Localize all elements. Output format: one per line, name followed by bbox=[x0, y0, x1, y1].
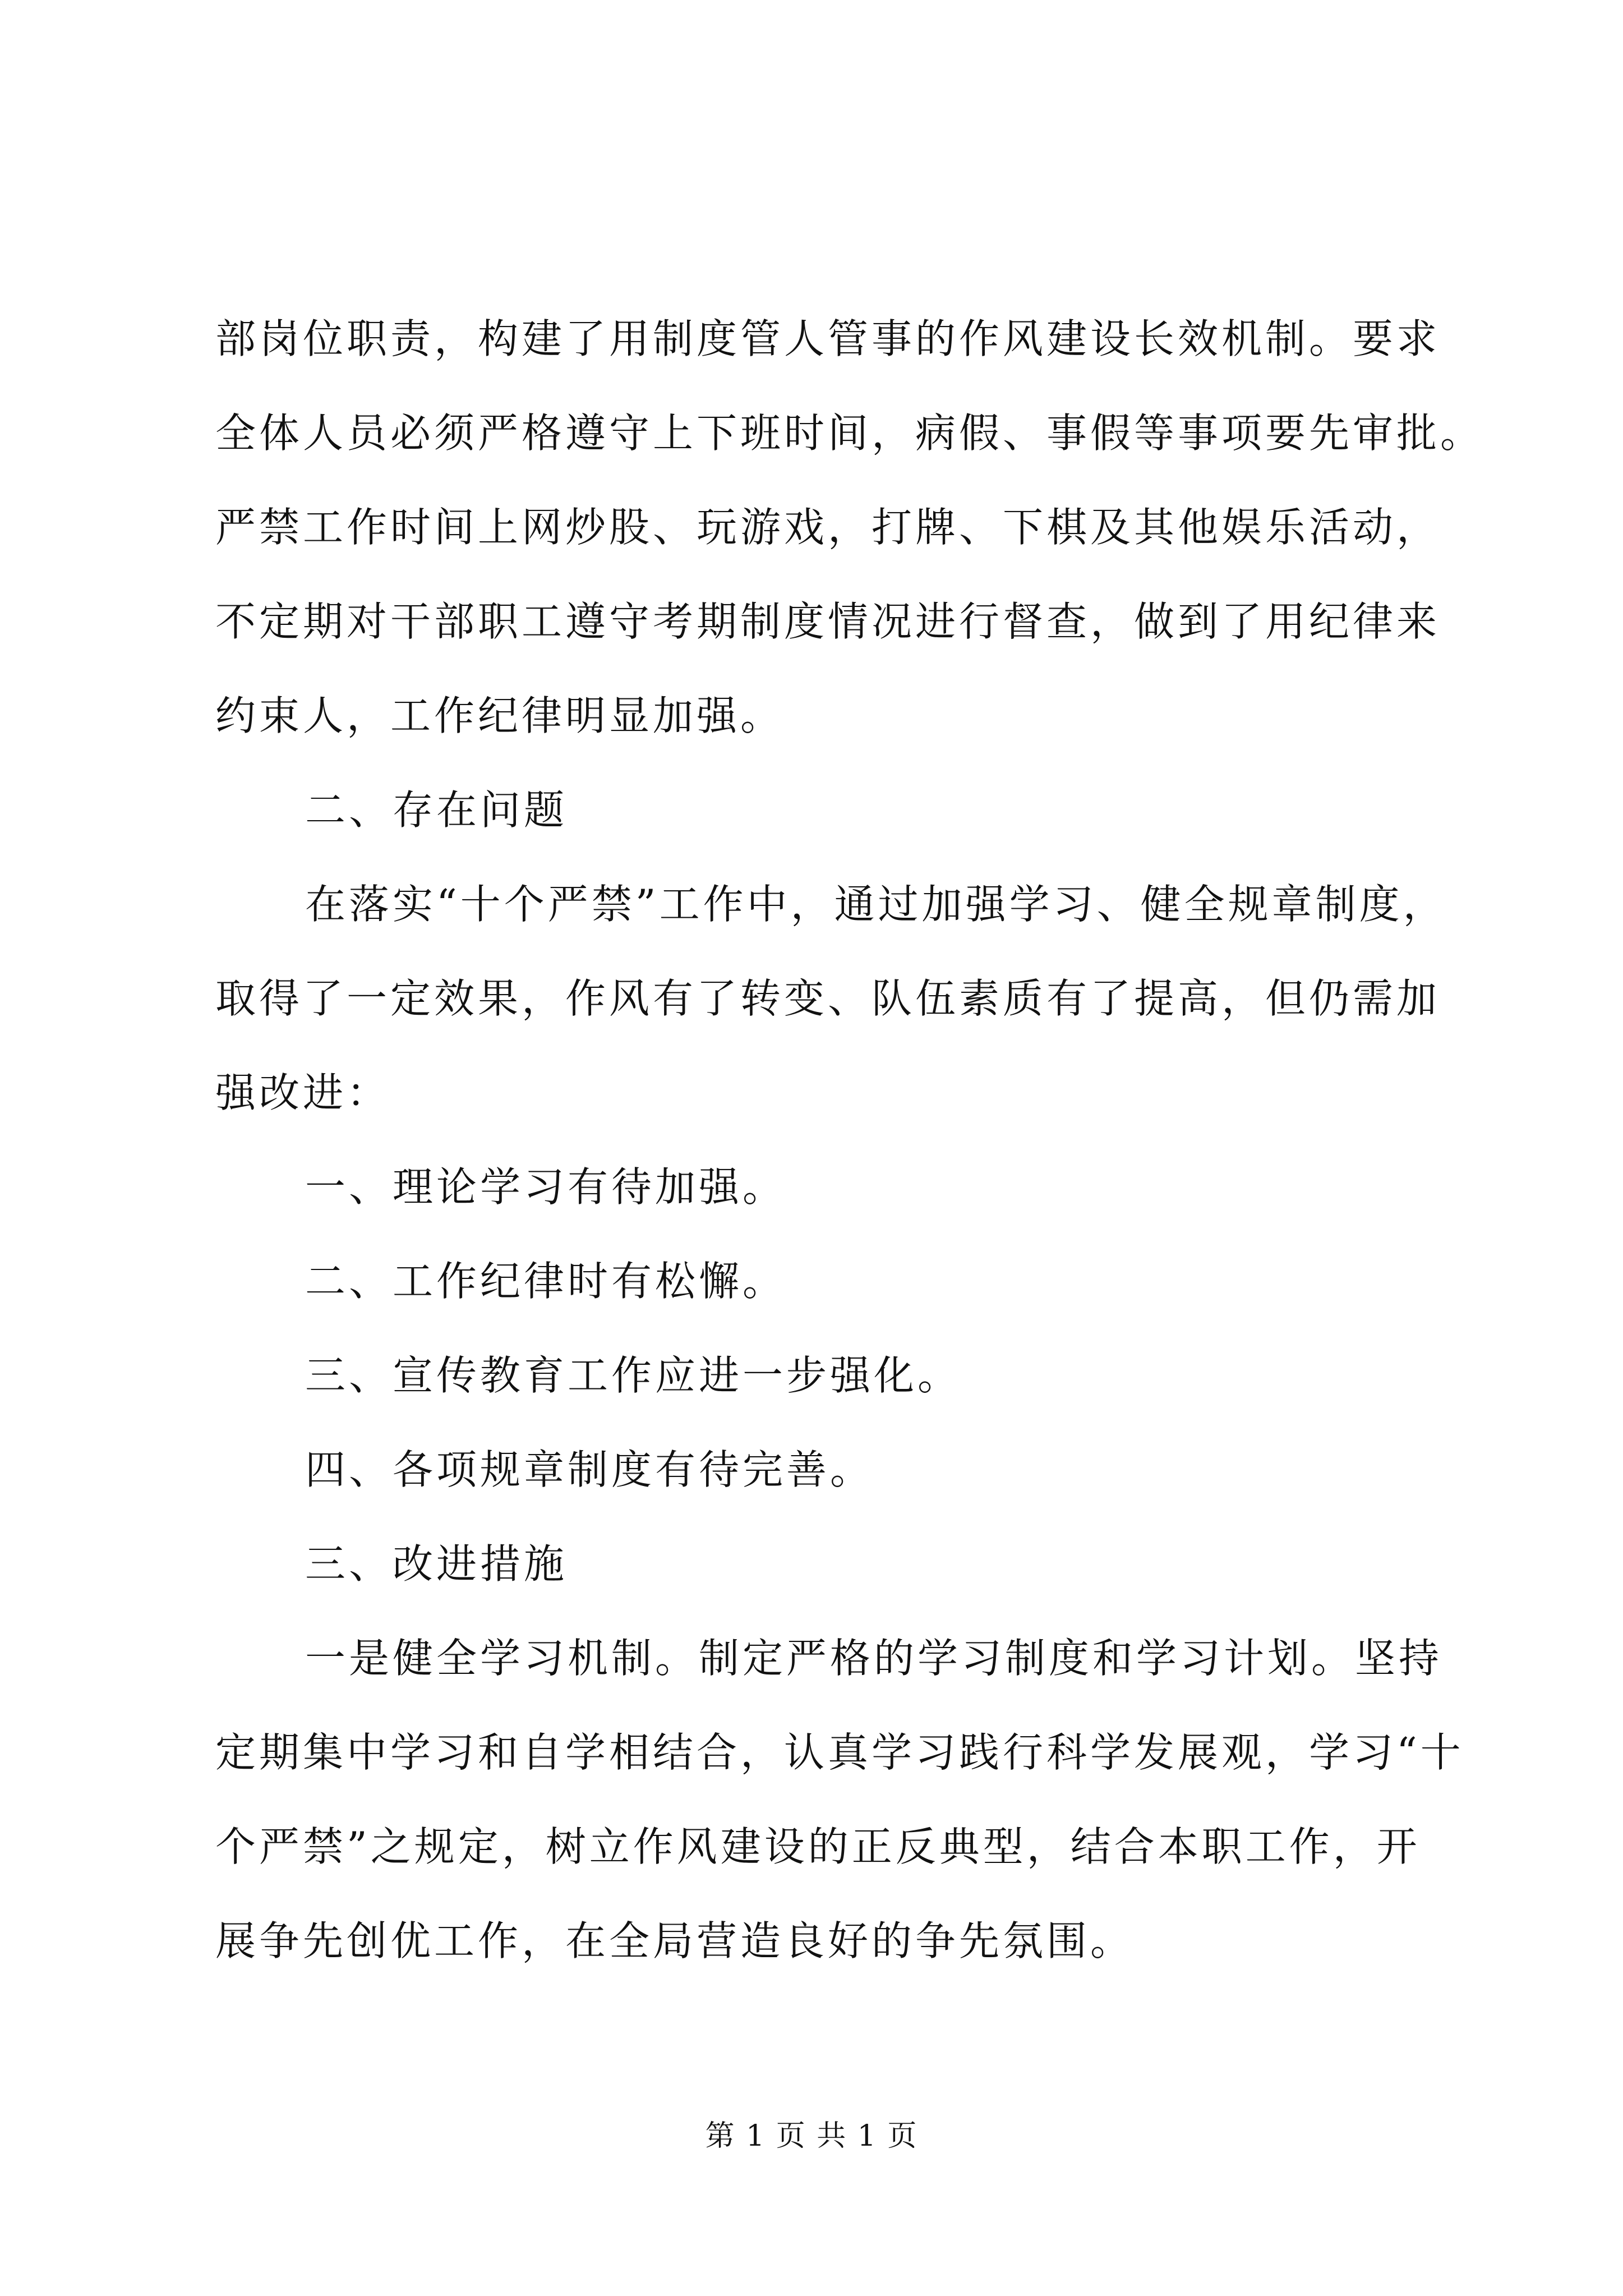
list-item: 二、工作纪律时有松懈。 bbox=[305, 1258, 787, 1305]
paragraph-line: 展争先创优工作，在全局营造良好的争先氛围。 bbox=[215, 1917, 1135, 1964]
document-body bbox=[215, 292, 1484, 1988]
paragraph-line: 约束人，工作纪律明显加强。 bbox=[215, 692, 785, 739]
paragraph-line: 在落实“十个严禁”工作中，通过加强学习、健全规章制度， bbox=[305, 881, 1447, 928]
paragraph-line: 全体人员必须严格遵守上下班时间，病假、事假等事项要先审批。 bbox=[215, 409, 1484, 457]
paragraph-line: 严禁工作时间上网炒股、玩游戏，打牌、下棋及其他娱乐活动， bbox=[215, 504, 1441, 551]
paragraph-line: 个严禁”之规定，树立作风建设的正反典型，结合本职工作，开 bbox=[215, 1823, 1421, 1870]
paragraph-line: 强改进： bbox=[215, 1069, 391, 1116]
paragraph-line: 取得了一定效果，作风有了转变、队伍素质有了提高，但仍需加 bbox=[215, 975, 1441, 1022]
section-heading-problems: 二、存在问题 bbox=[305, 786, 568, 834]
list-item: 三、宣传教育工作应进一步强化。 bbox=[305, 1352, 962, 1399]
paragraph-line: 部岗位职责，构建了用制度管人管事的作风建设长效机制。要求 bbox=[215, 315, 1441, 362]
paragraph-line: 定期集中学习和自学相结合，认真学习践行科学发展观，学习“十 bbox=[215, 1729, 1464, 1776]
page-footer: 第 1 页 共 1 页 bbox=[705, 2119, 918, 2153]
paragraph-line: 不定期对干部职工遵守考期制度情况进行督查，做到了用纪律来 bbox=[215, 598, 1441, 645]
paragraph-line: 一是健全学习机制。制定严格的学习制度和学习计划。坚持 bbox=[305, 1635, 1443, 1682]
list-item: 一、理论学习有待加强。 bbox=[305, 1163, 787, 1211]
list-item: 四、各项规章制度有待完善。 bbox=[305, 1446, 874, 1493]
section-heading-measures: 三、改进措施 bbox=[305, 1540, 568, 1588]
